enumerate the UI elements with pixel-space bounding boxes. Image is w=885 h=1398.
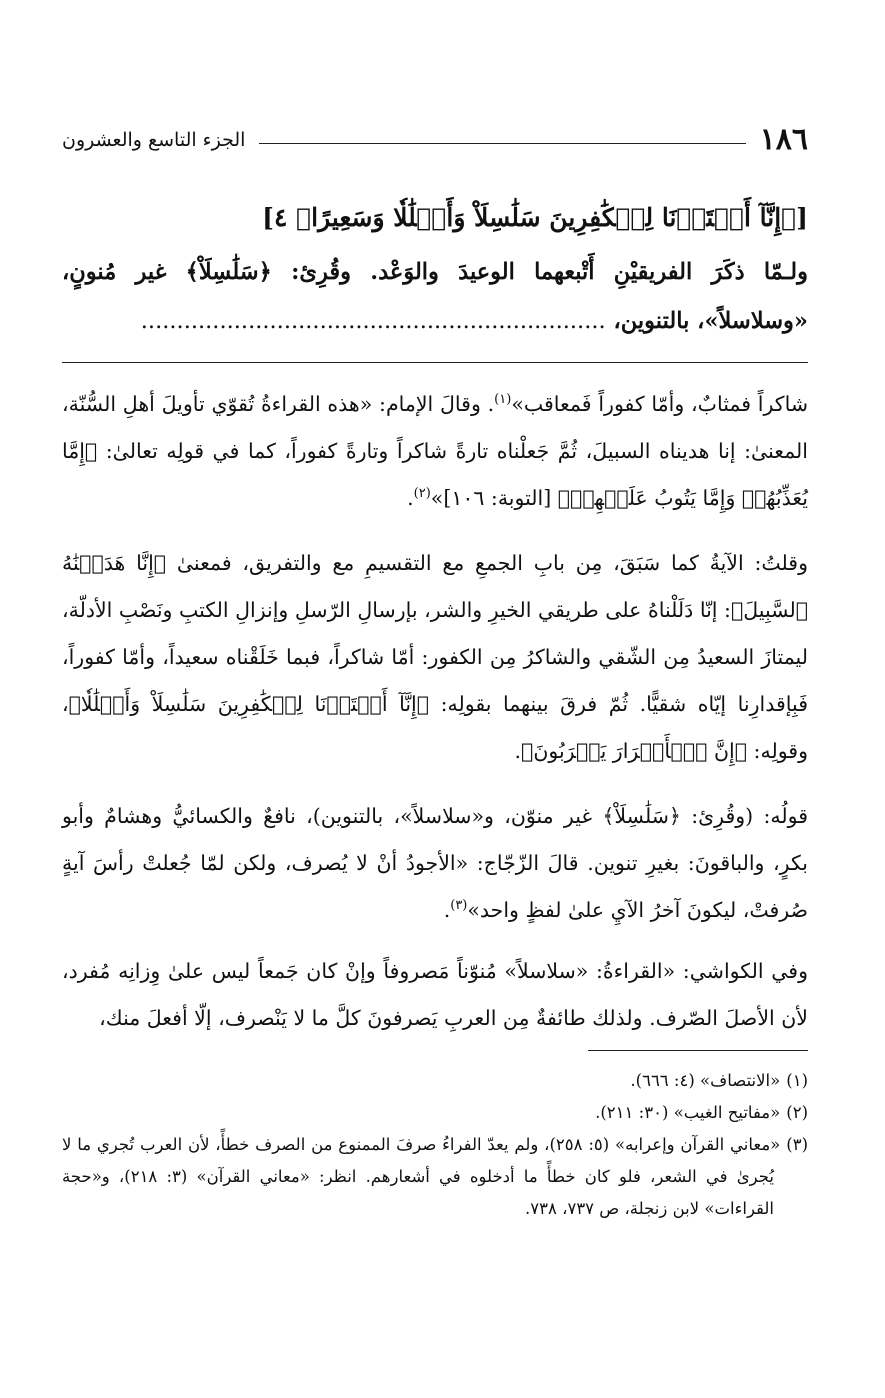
body-paragraph-4: وفي الكواشي: «القراءةُ: «سلاسلاً» مُنوّناً مَصروفاً وإنْ كان جَمعاً ليس علىٰ وِزانِه مُفرد، لأن الأصلَ الصّرف. ولذلك طائفةٌ مِن العربِ يَصرفونَ كلَّ ما لا يَنْصرف، إلّا أفعلَ منك، xyxy=(62,959,808,1030)
quran-verse: [﴿إِنَّآ أَعۡتَدۡنَا لِلۡكَٰفِرِينَ سَلَٰسِلَاْ وَأَغۡلَٰلٗا وَسَعِيرًا﴾ ٤] xyxy=(262,203,808,232)
section-divider xyxy=(62,362,808,363)
footnote-number: (٢) xyxy=(786,1103,808,1122)
page-number: ١٨٦ xyxy=(759,122,808,157)
paragraph-text: قولُه: (وقُرِئ: ﴿سَلَٰسِلَاْ﴾ غير منوّن، و«سلاسلاً»، بالتنوين)، نافعٌ والكسائيُّ وهشامٌ وأبو بكرٍ، والباقونَ: بغيرِ تنوين. قالَ الزّجّاج: «الأجودُ أنْ لا يُصرف، ولكن لمّا جُعلتْ رأسَ آيةٍ صُرفتْ، ليكونَ آخرُ الآيِ علىٰ لفظٍ واحد» xyxy=(62,804,808,922)
paragraph-text: شاكراً فمثابٌ، وأمّا كفوراً فَمعاقب» xyxy=(511,392,808,416)
commentary-dots: ................................................................. xyxy=(140,308,606,334)
paragraph-text: . xyxy=(443,898,451,922)
footnote-1 xyxy=(62,1065,808,1097)
body-paragraph-2: وقلتُ: الآيةُ كما سَبَقَ، مِن بابِ الجمعِ مع التقسيمِ مع والتفريق، فمعنىٰ ﴿إِنَّا هَدَيۡنَٰهُ ٱلسَّبِيلَ﴾: إنّا دَلَلْناهُ على طريقي الخيرِ والشر، بإرسالِ الرّسلِ وإنزالِ الكتبِ ونَصْبِ الأدلّة، ليمتازَ السعيدُ مِن الشّقي والشاكرُ مِن الكفور: أمّا شاكراً، فبما خَلَقْناه سعيداً، وأمّا كفوراً، فَبِإقدارِنا إيّاه شقيًّا. ثُمّ فرقَ بينهما بقولِه: ﴿إِنَّآ أَعۡتَدۡنَا لِلۡكَٰفِرِينَ سَلَٰسِلَاْ وَأَغۡلَٰلٗا﴾، وقولِه: ﴿إِنَّ ٱلۡأَبۡرَارَ يَشۡرَبُونَ﴾. xyxy=(62,551,808,763)
running-title: الجزء التاسع والعشرون xyxy=(62,128,246,151)
footnote-text: «معاني القرآن وإعرابه» (٥: ٢٥٨)، ولم يعدّ الفراءُ صرفَ الممنوع من الصرف خطأً، لأن العرب تُجري ما لا يُجرىٰ في الشعر، فلو كان خطأً ما أدخلوه في أشعارهم. انظر: «معاني القرآن» (٣: ٢١٨)، و«حجة القراءات» لابن زنجلة، ص ٧٣٧، ٧٣٨. xyxy=(62,1135,781,1218)
footnote-text: «الانتصاف» (٤: ٦٦٦). xyxy=(630,1071,781,1090)
footnote-text: «مفاتيح الغيب» (٣٠: ٢١١). xyxy=(595,1103,781,1122)
body-paragraph-3 xyxy=(62,793,808,934)
commentary-text: ولـمّا ذكَرَ الفريقيْنِ أَتْبعهما الوعيدَ والوَعْد. وقُرِئ: ﴿سَلَٰسِلَاْ﴾ غير مُنونٍ، «وسلاسلاً»، بالتنوين، xyxy=(62,259,808,334)
footnote-ref-2: (٢) xyxy=(413,486,431,502)
footnote-divider xyxy=(588,1050,808,1051)
header-rule xyxy=(259,143,745,144)
body-paragraph-1 xyxy=(62,381,808,522)
book-page xyxy=(62,118,808,1225)
footnotes xyxy=(62,1065,808,1225)
footnote-ref-1: (١) xyxy=(494,392,512,408)
footnote-3 xyxy=(62,1129,808,1225)
paragraph-text: . وقالَ الإمام: «هذه القراءةُ تُقوّي تأويلَ أهلِ السُّنّة، المعنىٰ: إنا هديناه السبيلَ، ثُمَّ جَعلْناه تارةً شاكراً وتارةً كفوراً، كما في قولِه تعالىٰ: ﴿إِمَّا يُعَذِّبُهُمۡ وَإِمَّا يَتُوبُ عَلَيۡهِمۡ﴾ [التوبة: ١٠٦]» xyxy=(62,392,808,510)
footnote-number: (١) xyxy=(786,1071,808,1090)
footnote-2 xyxy=(62,1097,808,1129)
commentary-main-text xyxy=(62,248,808,346)
paragraph-text: . xyxy=(407,486,414,510)
footnote-number: (٣) xyxy=(786,1135,809,1154)
page-header xyxy=(62,118,808,162)
footnote-ref-3: (٣) xyxy=(450,898,468,914)
